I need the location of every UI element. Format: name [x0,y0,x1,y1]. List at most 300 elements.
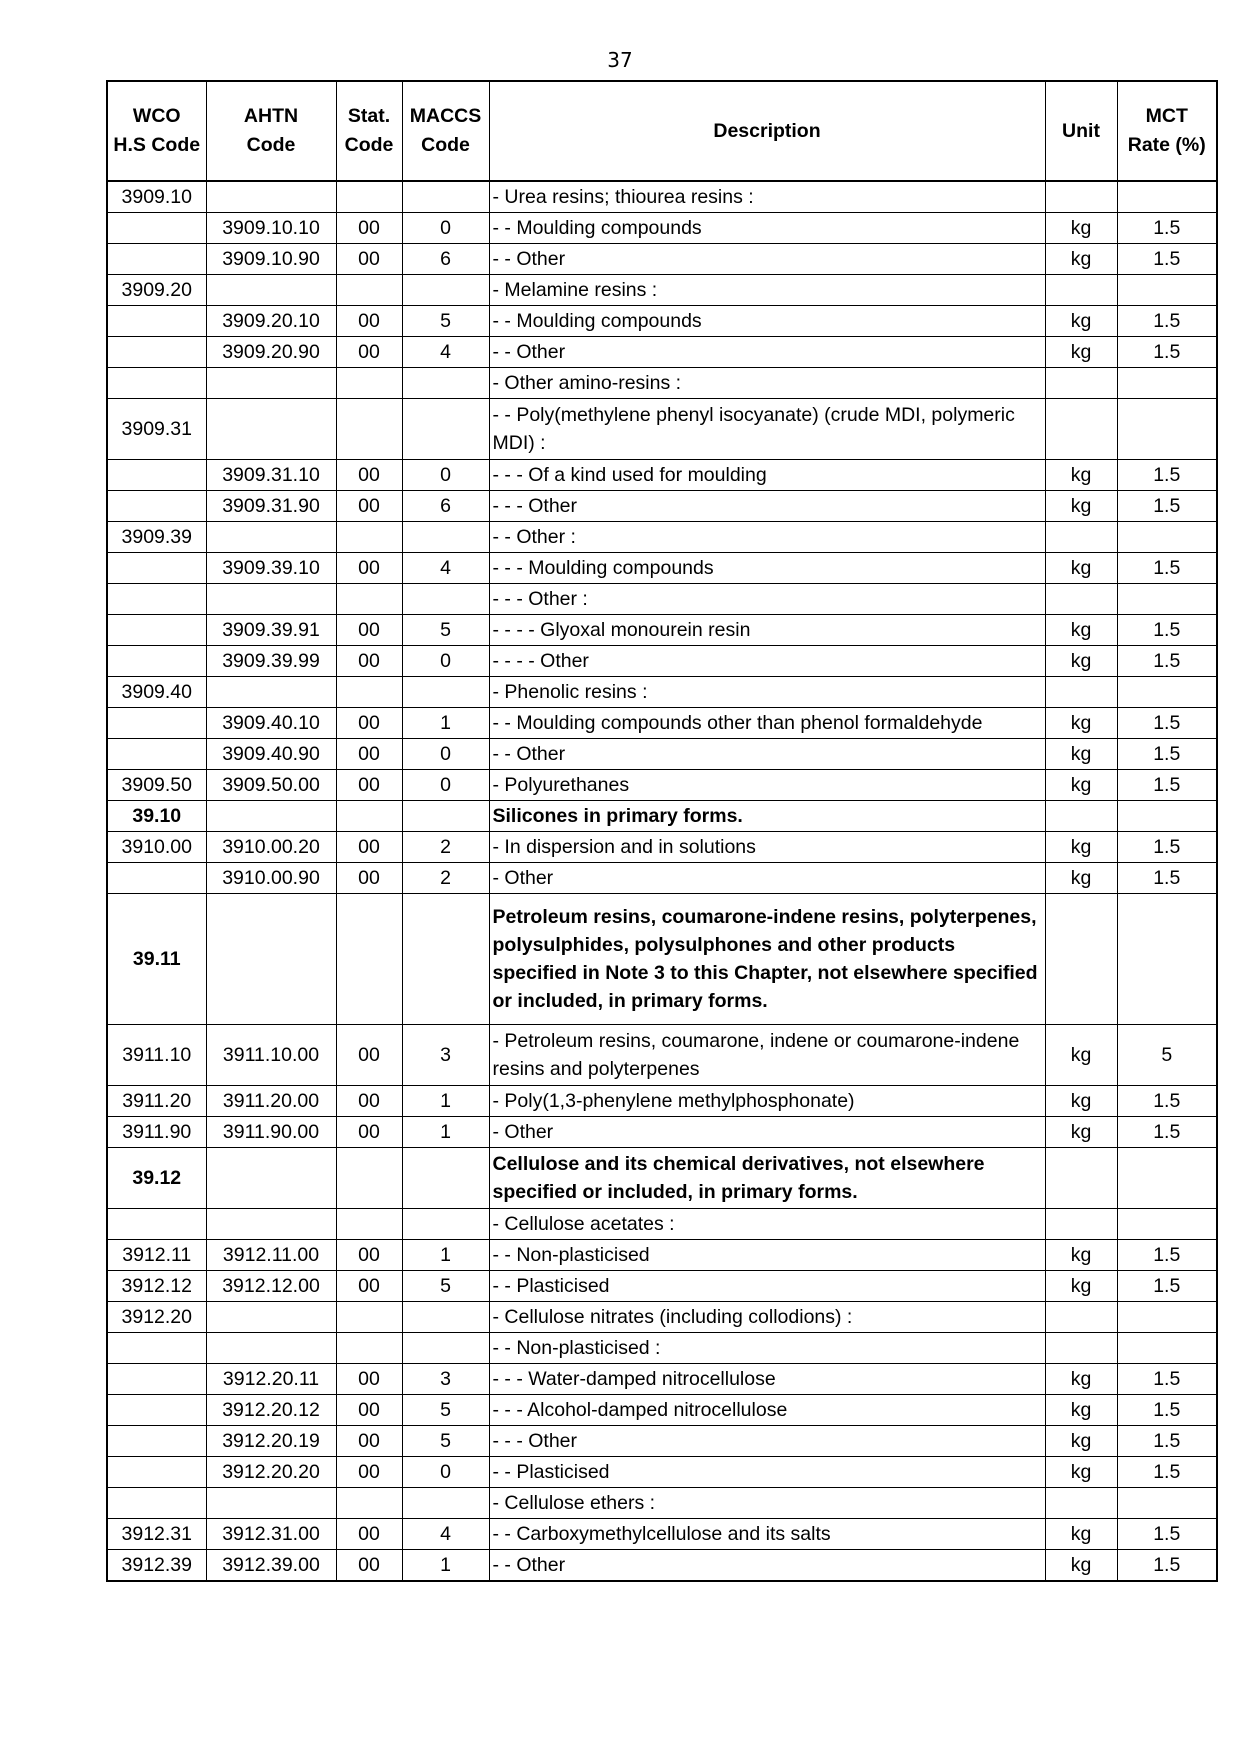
header-label: AHTN [243,105,299,127]
cell-stat-code [336,275,402,306]
cell-unit: kg [1045,1025,1117,1086]
header-label: Code [421,134,470,156]
cell-wco-hs-code: 3909.10 [107,181,206,213]
cell-maccs-code: 1 [402,1086,489,1117]
cell-wco-hs-code [107,1488,206,1519]
cell-wco-hs-code: 3909.31 [107,399,206,460]
cell-maccs-code: 0 [402,213,489,244]
cell-maccs-code: 2 [402,832,489,863]
cell-wco-hs-code [107,244,206,275]
cell-mct-rate: 1.5 [1117,770,1217,801]
cell-unit [1045,1302,1117,1333]
cell-unit: kg [1045,244,1117,275]
cell-unit: kg [1045,708,1117,739]
cell-mct-rate [1117,801,1217,832]
cell-mct-rate: 1.5 [1117,460,1217,491]
cell-stat-code: 00 [336,1550,402,1582]
cell-mct-rate [1117,1302,1217,1333]
cell-mct-rate: 1.5 [1117,1086,1217,1117]
cell-wco-hs-code: 39.12 [107,1148,206,1209]
cell-ahtn-code: 3912.11.00 [206,1240,336,1271]
cell-stat-code: 00 [336,553,402,584]
cell-unit: kg [1045,646,1117,677]
cell-maccs-code: 0 [402,770,489,801]
cell-unit: kg [1045,213,1117,244]
cell-mct-rate: 1.5 [1117,553,1217,584]
cell-stat-code: 00 [336,460,402,491]
cell-stat-code: 00 [336,337,402,368]
table-row [107,1025,1217,1086]
cell-mct-rate [1117,181,1217,213]
cell-maccs-code: 0 [402,739,489,770]
cell-description: - - Plasticised [489,1271,1045,1302]
cell-mct-rate [1117,522,1217,553]
cell-mct-rate: 1.5 [1117,646,1217,677]
cell-maccs-code: 5 [402,1426,489,1457]
cell-wco-hs-code: 3910.00 [107,832,206,863]
cell-mct-rate [1117,1148,1217,1209]
cell-stat-code [336,677,402,708]
cell-mct-rate: 1.5 [1117,1271,1217,1302]
cell-maccs-code: 1 [402,1117,489,1148]
cell-ahtn-code: 3912.39.00 [206,1550,336,1582]
cell-description: - - Other [489,337,1045,368]
cell-stat-code: 00 [336,1519,402,1550]
table-row [107,213,1217,244]
cell-unit: kg [1045,1550,1117,1582]
table-row [107,244,1217,275]
table-row [107,1117,1217,1148]
cell-ahtn-code: 3912.20.11 [206,1364,336,1395]
cell-wco-hs-code [107,460,206,491]
cell-description: - Petroleum resins, coumarone, indene or coumarone-indene resins and polyterpenes [489,1025,1045,1086]
cell-mct-rate: 1.5 [1117,1364,1217,1395]
cell-maccs-code [402,1148,489,1209]
cell-maccs-code: 1 [402,708,489,739]
cell-wco-hs-code: 3912.31 [107,1519,206,1550]
header-unit [1045,81,1117,181]
cell-stat-code: 00 [336,1271,402,1302]
cell-wco-hs-code [107,708,206,739]
header-ahtn-code [206,81,336,181]
cell-wco-hs-code [107,863,206,894]
cell-ahtn-code: 3909.50.00 [206,770,336,801]
cell-unit: kg [1045,1117,1117,1148]
cell-ahtn-code: 3911.10.00 [206,1025,336,1086]
cell-wco-hs-code: 3911.90 [107,1117,206,1148]
cell-stat-code [336,1302,402,1333]
table-row [107,770,1217,801]
table-row [107,708,1217,739]
cell-wco-hs-code: 3912.39 [107,1550,206,1582]
cell-unit: kg [1045,832,1117,863]
table-row [107,1240,1217,1271]
cell-stat-code: 00 [336,1426,402,1457]
cell-unit: kg [1045,1086,1117,1117]
cell-mct-rate: 1.5 [1117,244,1217,275]
header-row [107,81,1217,181]
header-label: Unit [1062,119,1100,142]
cell-ahtn-code: 3909.40.10 [206,708,336,739]
cell-maccs-code: 5 [402,1395,489,1426]
cell-stat-code: 00 [336,615,402,646]
cell-wco-hs-code: 3912.12 [107,1271,206,1302]
cell-mct-rate: 1.5 [1117,1426,1217,1457]
cell-ahtn-code [206,677,336,708]
header-wco-hs-code [107,81,206,181]
cell-wco-hs-code [107,1457,206,1488]
table-row [107,1148,1217,1209]
cell-wco-hs-code: 3909.40 [107,677,206,708]
cell-description: - - Other [489,244,1045,275]
table-row [107,491,1217,522]
cell-stat-code [336,368,402,399]
cell-maccs-code [402,522,489,553]
cell-stat-code: 00 [336,213,402,244]
header-mct-rate [1117,81,1217,181]
cell-ahtn-code [206,1302,336,1333]
cell-mct-rate: 1.5 [1117,832,1217,863]
cell-unit [1045,181,1117,213]
cell-unit: kg [1045,739,1117,770]
cell-description: - - Other [489,739,1045,770]
cell-ahtn-code [206,1209,336,1240]
cell-stat-code: 00 [336,306,402,337]
header-stat-code [336,81,402,181]
cell-mct-rate [1117,894,1217,1025]
cell-description: - - Poly(methylene phenyl isocyanate) (crude MDI, polymeric MDI) : [489,399,1045,460]
cell-stat-code: 00 [336,708,402,739]
cell-wco-hs-code: 39.11 [107,894,206,1025]
table-row [107,615,1217,646]
cell-ahtn-code: 3909.39.91 [206,615,336,646]
cell-stat-code: 00 [336,1395,402,1426]
cell-mct-rate: 1.5 [1117,708,1217,739]
cell-stat-code: 00 [336,739,402,770]
cell-wco-hs-code [107,584,206,615]
table-row [107,368,1217,399]
cell-description: - Urea resins; thiourea resins : [489,181,1045,213]
cell-maccs-code: 1 [402,1550,489,1582]
cell-stat-code [336,801,402,832]
cell-stat-code [336,399,402,460]
table-row [107,646,1217,677]
cell-ahtn-code: 3909.10.90 [206,244,336,275]
cell-unit: kg [1045,1426,1117,1457]
cell-description: - Cellulose acetates : [489,1209,1045,1240]
header-label: Code [246,134,296,156]
cell-description: - - - Moulding compounds [489,553,1045,584]
cell-ahtn-code: 3910.00.20 [206,832,336,863]
cell-stat-code [336,522,402,553]
table-row [107,584,1217,615]
cell-wco-hs-code [107,1395,206,1426]
cell-description: - - Moulding compounds [489,213,1045,244]
table-body [107,181,1217,1581]
cell-ahtn-code [206,801,336,832]
cell-ahtn-code: 3909.10.10 [206,213,336,244]
cell-description: - - Plasticised [489,1457,1045,1488]
table-row [107,460,1217,491]
cell-wco-hs-code: 3909.20 [107,275,206,306]
cell-ahtn-code: 3909.20.10 [206,306,336,337]
cell-ahtn-code: 3912.20.12 [206,1395,336,1426]
header-label: MCT [1145,105,1188,127]
cell-mct-rate [1117,368,1217,399]
cell-maccs-code: 2 [402,863,489,894]
cell-stat-code [336,1209,402,1240]
cell-unit [1045,894,1117,1025]
cell-description: - - Non-plasticised [489,1240,1045,1271]
cell-stat-code [336,1148,402,1209]
cell-description: - Phenolic resins : [489,677,1045,708]
cell-wco-hs-code [107,213,206,244]
cell-unit: kg [1045,1519,1117,1550]
cell-wco-hs-code [107,1364,206,1395]
cell-stat-code: 00 [336,1240,402,1271]
cell-stat-code: 00 [336,863,402,894]
cell-mct-rate: 1.5 [1117,213,1217,244]
cell-maccs-code: 3 [402,1025,489,1086]
cell-maccs-code: 4 [402,1519,489,1550]
cell-maccs-code [402,399,489,460]
cell-unit [1045,801,1117,832]
cell-description: - - - Water-damped nitrocellulose [489,1364,1045,1395]
cell-stat-code [336,1488,402,1519]
cell-unit: kg [1045,460,1117,491]
cell-ahtn-code: 3909.39.99 [206,646,336,677]
cell-stat-code: 00 [336,1025,402,1086]
cell-mct-rate [1117,1333,1217,1364]
cell-unit: kg [1045,1395,1117,1426]
cell-wco-hs-code [107,306,206,337]
cell-description: Petroleum resins, coumarone-indene resins, polyterpenes, polysulphides, polysulphones and other products specified in Note 3 to this Chapter, not elsewhere specified or included, in primary forms. [489,894,1045,1025]
cell-mct-rate [1117,584,1217,615]
cell-description: - - Carboxymethylcellulose and its salts [489,1519,1045,1550]
cell-ahtn-code: 3912.20.19 [206,1426,336,1457]
cell-description: Silicones in primary forms. [489,801,1045,832]
table-row [107,1209,1217,1240]
table-row [107,677,1217,708]
cell-unit: kg [1045,337,1117,368]
table-row [107,1302,1217,1333]
table-row [107,553,1217,584]
cell-wco-hs-code [107,553,206,584]
cell-stat-code [336,1333,402,1364]
cell-wco-hs-code: 3909.50 [107,770,206,801]
cell-maccs-code [402,368,489,399]
cell-description: - Other [489,863,1045,894]
table-row [107,522,1217,553]
cell-mct-rate: 1.5 [1117,863,1217,894]
cell-mct-rate: 1.5 [1117,1457,1217,1488]
cell-mct-rate: 1.5 [1117,1519,1217,1550]
table-row [107,399,1217,460]
table-row [107,181,1217,213]
cell-description: - - - Of a kind used for moulding [489,460,1045,491]
cell-unit [1045,1148,1117,1209]
table-row [107,801,1217,832]
table-row [107,1457,1217,1488]
cell-mct-rate [1117,399,1217,460]
cell-mct-rate [1117,1209,1217,1240]
cell-mct-rate: 1.5 [1117,1240,1217,1271]
table-row [107,1426,1217,1457]
cell-stat-code: 00 [336,1086,402,1117]
cell-ahtn-code [206,275,336,306]
cell-ahtn-code [206,584,336,615]
cell-unit [1045,399,1117,460]
tariff-table [106,80,1218,1582]
cell-ahtn-code [206,1148,336,1209]
cell-description: - Other amino-resins : [489,368,1045,399]
cell-maccs-code: 0 [402,460,489,491]
cell-mct-rate: 1.5 [1117,337,1217,368]
cell-maccs-code [402,1209,489,1240]
cell-wco-hs-code [107,615,206,646]
cell-maccs-code: 5 [402,1271,489,1302]
cell-ahtn-code: 3912.12.00 [206,1271,336,1302]
header-label: Description [713,119,821,142]
table-row [107,894,1217,1025]
table-row [107,1086,1217,1117]
header-label: Stat. [347,105,391,127]
cell-wco-hs-code: 39.10 [107,801,206,832]
cell-unit: kg [1045,770,1117,801]
cell-maccs-code: 3 [402,1364,489,1395]
cell-stat-code: 00 [336,770,402,801]
cell-maccs-code [402,1488,489,1519]
cell-unit [1045,677,1117,708]
table-row [107,1333,1217,1364]
cell-mct-rate: 1.5 [1117,1117,1217,1148]
cell-maccs-code: 5 [402,306,489,337]
cell-ahtn-code [206,1488,336,1519]
cell-wco-hs-code [107,368,206,399]
table-row [107,1364,1217,1395]
cell-maccs-code: 5 [402,615,489,646]
cell-unit: kg [1045,1240,1117,1271]
cell-mct-rate [1117,275,1217,306]
cell-wco-hs-code: 3911.20 [107,1086,206,1117]
table-row [107,863,1217,894]
cell-maccs-code [402,275,489,306]
cell-mct-rate: 1.5 [1117,306,1217,337]
cell-ahtn-code: 3911.20.00 [206,1086,336,1117]
table-row [107,1488,1217,1519]
cell-description: - - Moulding compounds other than phenol formaldehyde [489,708,1045,739]
header-maccs-code [402,81,489,181]
cell-description: - Cellulose ethers : [489,1488,1045,1519]
cell-unit [1045,522,1117,553]
cell-description: - - Other : [489,522,1045,553]
cell-maccs-code: 6 [402,244,489,275]
cell-unit: kg [1045,553,1117,584]
table-row [107,1519,1217,1550]
cell-ahtn-code [206,368,336,399]
table-row [107,275,1217,306]
cell-ahtn-code: 3909.39.10 [206,553,336,584]
cell-unit: kg [1045,615,1117,646]
cell-description: - - - Other [489,1426,1045,1457]
cell-description: - Melamine resins : [489,275,1045,306]
table-row [107,306,1217,337]
page-number: 37 [607,48,633,72]
table-row [107,337,1217,368]
cell-ahtn-code: 3909.40.90 [206,739,336,770]
cell-unit [1045,1209,1117,1240]
cell-unit [1045,368,1117,399]
cell-maccs-code: 4 [402,337,489,368]
cell-description: - - Moulding compounds [489,306,1045,337]
cell-description: - Other [489,1117,1045,1148]
cell-ahtn-code [206,399,336,460]
cell-mct-rate [1117,1488,1217,1519]
cell-description: Cellulose and its chemical derivatives, not elsewhere specified or included, in primary forms. [489,1148,1045,1209]
cell-unit [1045,1333,1117,1364]
cell-maccs-code [402,677,489,708]
cell-wco-hs-code [107,1426,206,1457]
cell-ahtn-code: 3909.20.90 [206,337,336,368]
cell-maccs-code [402,801,489,832]
table-row [107,739,1217,770]
cell-stat-code [336,181,402,213]
cell-description: - Polyurethanes [489,770,1045,801]
cell-stat-code: 00 [336,491,402,522]
cell-wco-hs-code: 3909.39 [107,522,206,553]
cell-description: - Cellulose nitrates (including collodions) : [489,1302,1045,1333]
cell-stat-code [336,894,402,1025]
cell-description: - - - Other [489,491,1045,522]
cell-ahtn-code [206,181,336,213]
header-label: MACCS [409,105,482,127]
cell-wco-hs-code: 3912.20 [107,1302,206,1333]
cell-mct-rate: 1.5 [1117,1550,1217,1582]
cell-wco-hs-code [107,646,206,677]
cell-maccs-code: 4 [402,553,489,584]
cell-maccs-code: 0 [402,1457,489,1488]
cell-stat-code: 00 [336,832,402,863]
cell-ahtn-code: 3912.31.00 [206,1519,336,1550]
cell-maccs-code [402,1333,489,1364]
cell-ahtn-code [206,522,336,553]
cell-unit: kg [1045,1271,1117,1302]
cell-ahtn-code: 3910.00.90 [206,863,336,894]
cell-ahtn-code: 3912.20.20 [206,1457,336,1488]
cell-mct-rate: 1.5 [1117,615,1217,646]
cell-wco-hs-code [107,491,206,522]
cell-mct-rate: 1.5 [1117,491,1217,522]
table-row [107,1550,1217,1582]
cell-description: - - - - Glyoxal monourein resin [489,615,1045,646]
cell-wco-hs-code [107,1333,206,1364]
table-row [107,1271,1217,1302]
table-row [107,832,1217,863]
cell-unit [1045,584,1117,615]
cell-stat-code: 00 [336,244,402,275]
cell-stat-code: 00 [336,1457,402,1488]
cell-ahtn-code: 3909.31.10 [206,460,336,491]
header-description [489,81,1045,181]
cell-ahtn-code [206,894,336,1025]
cell-mct-rate [1117,677,1217,708]
cell-maccs-code [402,894,489,1025]
cell-mct-rate: 5 [1117,1025,1217,1086]
cell-description: - In dispersion and in solutions [489,832,1045,863]
cell-stat-code: 00 [336,1364,402,1395]
cell-unit: kg [1045,863,1117,894]
cell-ahtn-code: 3909.31.90 [206,491,336,522]
